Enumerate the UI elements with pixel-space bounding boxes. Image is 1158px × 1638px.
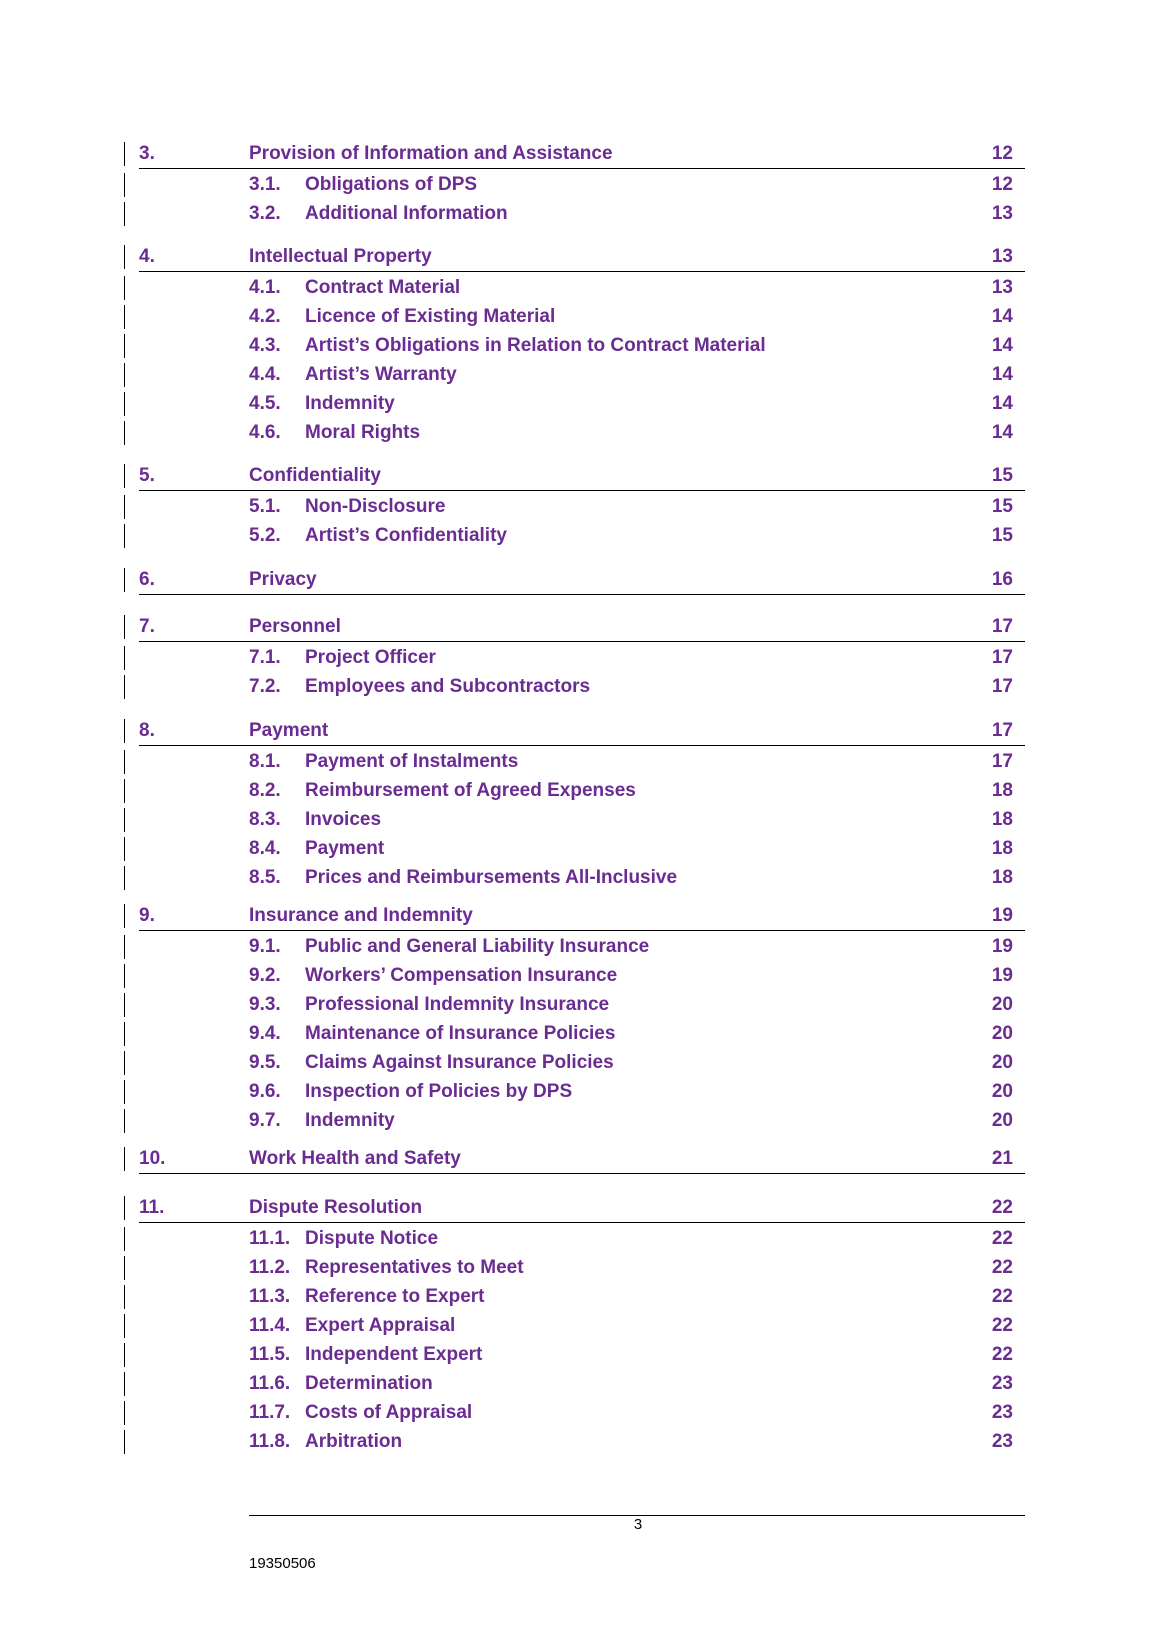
subsection-page-number: 20 [991,994,1013,1015]
change-bar [124,1196,125,1220]
heading-rule [139,641,1025,642]
subsection-number: 9.6. [249,1081,281,1102]
subsection-title: Arbitration [305,1431,403,1452]
subsection-number: 11.2. [249,1257,291,1278]
subsection-title: Representatives to Meet [305,1257,524,1278]
subsection-page-number: 13 [991,277,1013,298]
section-number: 7. [139,616,155,637]
subsection-number: 8.2. [249,780,281,801]
section-number: 6. [139,569,155,590]
toc-entry-subsection[interactable] [0,673,1158,701]
change-bar [124,866,125,890]
section-title: Work Health and Safety [249,1148,461,1169]
toc-entry-subsection[interactable] [0,332,1158,360]
change-bar [124,1109,125,1133]
subsection-page-number: 14 [991,364,1013,385]
document-id: 19350506 [249,1555,316,1572]
toc-entry-subsection[interactable] [0,1428,1158,1456]
toc-entry-subsection[interactable] [0,1283,1158,1311]
subsection-number: 8.3. [249,809,281,830]
subsection-number: 11.8. [249,1431,291,1452]
subsection-title: Workers’ Compensation Insurance [305,965,618,986]
subsection-title: Moral Rights [305,422,421,443]
heading-rule [139,1173,1025,1174]
change-bar [124,1314,125,1338]
section-number: 11. [139,1197,165,1218]
toc-entry-subsection[interactable] [0,303,1158,331]
subsection-page-number: 20 [991,1110,1013,1131]
subsection-title: Artist’s Warranty [305,364,457,385]
change-bar [124,392,125,416]
toc-entry-subsection[interactable] [0,748,1158,776]
subsection-page-number: 22 [991,1344,1013,1365]
subsection-title: Licence of Existing Material [305,306,556,327]
subsection-number: 11.6. [249,1373,291,1394]
change-bar [124,1147,125,1171]
change-bar [124,904,125,928]
toc-entry-heading[interactable] [0,243,1158,271]
subsection-title: Reference to Expert [305,1286,485,1307]
change-bar [124,675,125,699]
subsection-title: Maintenance of Insurance Policies [305,1023,616,1044]
change-bar [124,421,125,445]
subsection-number: 8.5. [249,867,281,888]
change-bar [124,935,125,959]
change-bar [124,719,125,743]
section-page-number: 16 [991,569,1013,590]
change-bar [124,276,125,300]
heading-rule [139,490,1025,491]
change-bar [124,1343,125,1367]
subsection-title: Prices and Reimbursements All-Inclusive [305,867,678,888]
subsection-title: Artist’s Confidentiality [305,525,507,546]
toc-entry-subsection[interactable] [0,171,1158,199]
toc-entry-heading[interactable] [0,717,1158,745]
subsection-title: Non-Disclosure [305,496,446,517]
change-bar [124,464,125,488]
change-bar [124,334,125,358]
toc-entry-heading[interactable] [0,140,1158,168]
subsection-page-number: 14 [991,306,1013,327]
heading-rule [139,930,1025,931]
toc-entry-subsection[interactable] [0,493,1158,521]
change-bar [124,1285,125,1309]
toc-entry-subsection[interactable] [0,835,1158,863]
subsection-number: 11.1. [249,1228,291,1249]
toc-entry-subsection[interactable] [0,1049,1158,1077]
subsection-number: 4.2. [249,306,281,327]
subsection-title: Additional Information [305,203,508,224]
toc-entry-subsection[interactable] [0,361,1158,389]
change-bar [124,1401,125,1425]
change-bar [124,1256,125,1280]
toc-entry-subsection[interactable] [0,1020,1158,1048]
subsection-number: 7.2. [249,676,281,697]
change-bar [124,495,125,519]
subsection-page-number: 23 [991,1431,1013,1452]
toc-entry-subsection[interactable] [0,1078,1158,1106]
subsection-page-number: 14 [991,422,1013,443]
section-page-number: 12 [991,143,1013,164]
subsection-page-number: 15 [991,496,1013,517]
heading-rule [139,594,1025,595]
toc-entry-subsection[interactable] [0,991,1158,1019]
subsection-number: 9.7. [249,1110,281,1131]
change-bar [124,750,125,774]
subsection-title: Employees and Subcontractors [305,676,591,697]
change-bar [124,964,125,988]
section-number: 3. [139,143,155,164]
toc-entry-heading[interactable] [0,1145,1158,1173]
subsection-title: Expert Appraisal [305,1315,456,1336]
subsection-title: Determination [305,1373,433,1394]
subsection-page-number: 12 [991,174,1013,195]
subsection-title: Payment of Instalments [305,751,519,772]
toc-entry-subsection[interactable] [0,274,1158,302]
subsection-title: Indemnity [305,1110,395,1131]
section-page-number: 19 [991,905,1013,926]
subsection-number: 11.5. [249,1344,291,1365]
subsection-number: 8.1. [249,751,281,772]
change-bar [124,1227,125,1251]
subsection-page-number: 17 [991,676,1013,697]
subsection-page-number: 18 [991,809,1013,830]
section-page-number: 22 [991,1197,1013,1218]
section-title: Payment [249,720,329,741]
subsection-number: 4.1. [249,277,281,298]
change-bar [124,1430,125,1454]
toc-entry-subsection[interactable] [0,1370,1158,1398]
subsection-number: 9.2. [249,965,281,986]
subsection-title: Reimbursement of Agreed Expenses [305,780,636,801]
subsection-number: 8.4. [249,838,281,859]
subsection-page-number: 23 [991,1402,1013,1423]
heading-rule [139,168,1025,169]
toc-entry-subsection[interactable] [0,1225,1158,1253]
subsection-page-number: 14 [991,335,1013,356]
subsection-title: Dispute Notice [305,1228,439,1249]
subsection-title: Costs of Appraisal [305,1402,473,1423]
subsection-page-number: 20 [991,1081,1013,1102]
change-bar [124,1080,125,1104]
section-number: 10. [139,1148,166,1169]
toc-entry-subsection[interactable] [0,644,1158,672]
change-bar [124,646,125,670]
subsection-page-number: 20 [991,1023,1013,1044]
toc-entry-subsection[interactable] [0,1341,1158,1369]
subsection-title: Artist’s Obligations in Relation to Contract Material [305,335,766,356]
subsection-number: 11.4. [249,1315,291,1336]
subsection-number: 4.6. [249,422,281,443]
subsection-title: Professional Indemnity Insurance [305,994,610,1015]
toc-entry-subsection[interactable] [0,962,1158,990]
heading-rule [139,745,1025,746]
change-bar [124,1372,125,1396]
subsection-number: 3.2. [249,203,281,224]
subsection-number: 9.5. [249,1052,281,1073]
change-bar [124,142,125,166]
subsection-page-number: 18 [991,838,1013,859]
subsection-page-number: 23 [991,1373,1013,1394]
change-bar [124,1051,125,1075]
toc-entry-heading[interactable] [0,462,1158,490]
change-bar [124,615,125,639]
subsection-page-number: 18 [991,867,1013,888]
subsection-title: Public and General Liability Insurance [305,936,650,957]
subsection-number: 11.7. [249,1402,291,1423]
toc-entry-subsection[interactable] [0,522,1158,550]
change-bar [124,993,125,1017]
subsection-page-number: 15 [991,525,1013,546]
section-number: 9. [139,905,155,926]
section-page-number: 21 [991,1148,1013,1169]
subsection-number: 9.1. [249,936,281,957]
section-title: Provision of Information and Assistance [249,143,613,164]
subsection-title: Independent Expert [305,1344,483,1365]
page-number: 3 [633,1516,643,1533]
section-page-number: 17 [991,720,1013,741]
section-title: Insurance and Indemnity [249,905,473,926]
toc-entry-subsection[interactable] [0,1312,1158,1340]
subsection-page-number: 19 [991,936,1013,957]
change-bar [124,1022,125,1046]
subsection-number: 9.3. [249,994,281,1015]
subsection-page-number: 22 [991,1286,1013,1307]
toc-entry-subsection[interactable] [0,777,1158,805]
subsection-page-number: 18 [991,780,1013,801]
subsection-title: Contract Material [305,277,461,298]
change-bar [124,363,125,387]
change-bar [124,524,125,548]
toc-entry-subsection[interactable] [0,1399,1158,1427]
toc-entry-heading[interactable] [0,1194,1158,1222]
subsection-page-number: 14 [991,393,1013,414]
section-title: Dispute Resolution [249,1197,423,1218]
subsection-title: Payment [305,838,385,859]
subsection-number: 3.1. [249,174,281,195]
toc-entry-subsection[interactable] [0,1254,1158,1282]
section-number: 4. [139,246,155,267]
section-number: 8. [139,720,155,741]
subsection-title: Project Officer [305,647,436,668]
subsection-number: 9.4. [249,1023,281,1044]
subsection-number: 5.1. [249,496,281,517]
section-title: Privacy [249,569,317,590]
section-number: 5. [139,465,155,486]
subsection-number: 7.1. [249,647,281,668]
toc-entry-subsection[interactable] [0,419,1158,447]
subsection-page-number: 13 [991,203,1013,224]
toc-entry-subsection[interactable] [0,864,1158,892]
change-bar [124,202,125,226]
toc-entry-heading[interactable] [0,566,1158,594]
section-page-number: 15 [991,465,1013,486]
subsection-number: 4.5. [249,393,281,414]
section-title: Confidentiality [249,465,381,486]
change-bar [124,173,125,197]
heading-rule [139,271,1025,272]
subsection-page-number: 22 [991,1315,1013,1336]
subsection-page-number: 22 [991,1228,1013,1249]
subsection-page-number: 17 [991,647,1013,668]
change-bar [124,779,125,803]
subsection-page-number: 19 [991,965,1013,986]
subsection-number: 5.2. [249,525,281,546]
subsection-number: 4.3. [249,335,281,356]
section-title: Personnel [249,616,341,637]
subsection-title: Claims Against Insurance Policies [305,1052,614,1073]
change-bar [124,808,125,832]
toc-entry-subsection[interactable] [0,933,1158,961]
heading-rule [139,1222,1025,1223]
section-title: Intellectual Property [249,246,432,267]
change-bar [124,837,125,861]
section-page-number: 13 [991,246,1013,267]
toc-entry-heading[interactable] [0,613,1158,641]
subsection-page-number: 20 [991,1052,1013,1073]
change-bar [124,245,125,269]
toc-entry-subsection[interactable] [0,200,1158,228]
subsection-title: Inspection of Policies by DPS [305,1081,573,1102]
subsection-title: Obligations of DPS [305,174,478,195]
subsection-number: 4.4. [249,364,281,385]
subsection-title: Invoices [305,809,382,830]
subsection-page-number: 22 [991,1257,1013,1278]
toc-entry-subsection[interactable] [0,1107,1158,1135]
section-page-number: 17 [991,616,1013,637]
subsection-title: Indemnity [305,393,395,414]
subsection-page-number: 17 [991,751,1013,772]
change-bar [124,568,125,592]
toc-entry-subsection[interactable] [0,390,1158,418]
toc-entry-heading[interactable] [0,902,1158,930]
toc-entry-subsection[interactable] [0,806,1158,834]
subsection-number: 11.3. [249,1286,291,1307]
change-bar [124,305,125,329]
